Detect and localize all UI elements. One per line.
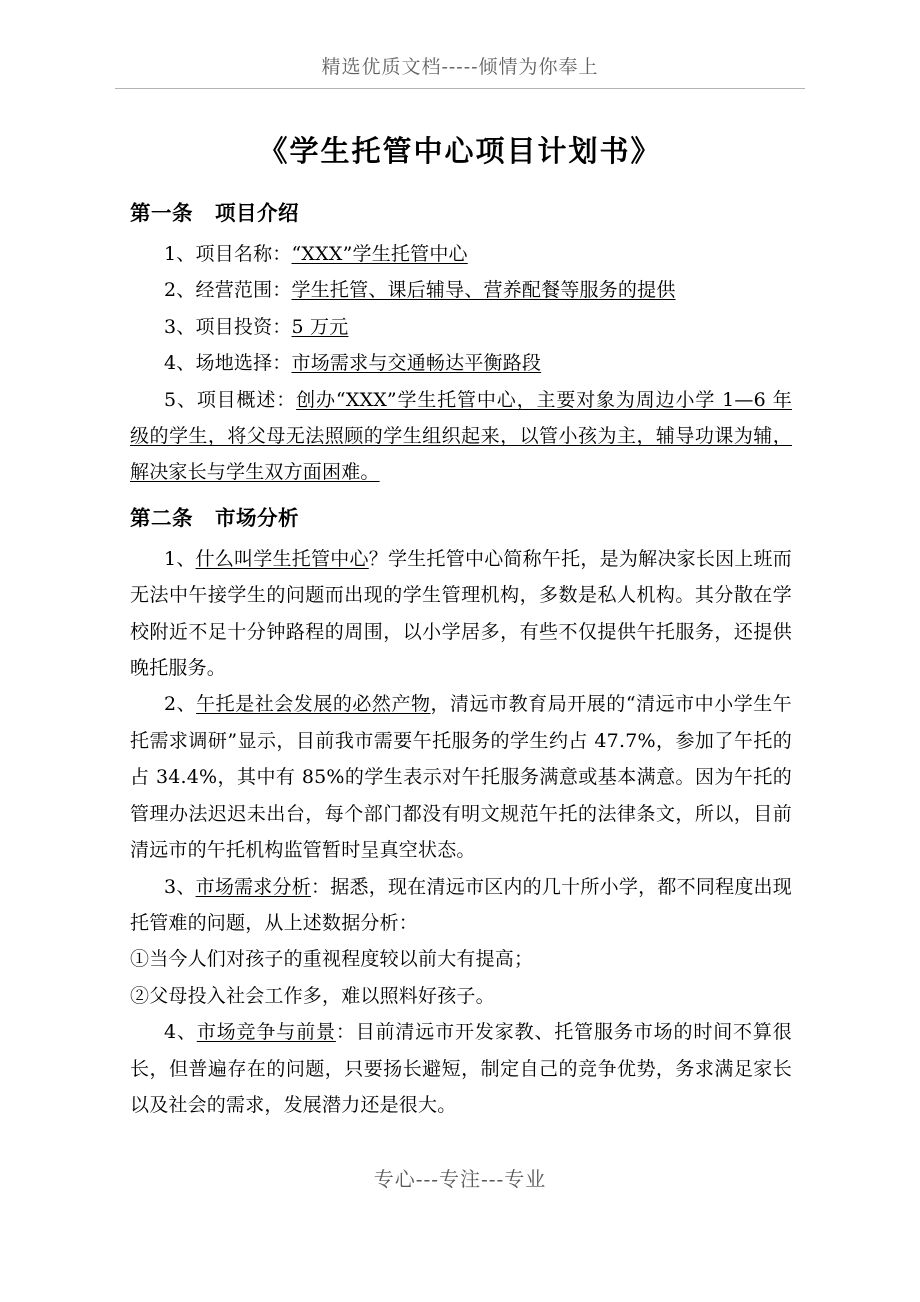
paragraph xyxy=(130,686,792,868)
list-item xyxy=(130,382,792,491)
item-value: 创办“XXX”学生托管中心，主要对象为周边小学 1—6 年级的学生，将父母无法照顾的学生组织起来，以管小孩为主，辅导功课为辅，解决家长与学生双方面困难。 xyxy=(130,388,792,484)
item-value: 5 万元 xyxy=(291,315,349,338)
list-item xyxy=(130,236,792,272)
item-marker: 3、 xyxy=(164,875,196,898)
item-body: ：据悉，现在清远市区内的几十所小学，都不同程度出现托管难的问题，从上述数据分析： xyxy=(130,875,792,934)
page-footer-text: 专心---专注---专业 xyxy=(373,1167,547,1191)
item-marker: 5、 xyxy=(164,388,197,411)
item-lead: 什么叫学生托管中心 xyxy=(195,547,369,570)
item-lead: 午托是社会发展的必然产物 xyxy=(196,693,431,716)
list-item xyxy=(130,345,792,381)
section-heading-2 xyxy=(130,501,792,535)
item-marker: 2、 xyxy=(164,279,196,302)
item-marker: 4、 xyxy=(164,1021,197,1044)
list-item xyxy=(130,272,792,308)
section-number-1: 第一条 xyxy=(130,201,193,225)
document-body xyxy=(130,196,792,1123)
item-lead: 市场竞争与前景 xyxy=(196,1021,336,1044)
item-value: “XXX”学生托管中心 xyxy=(291,243,468,265)
item-label: 项目名称： xyxy=(195,243,292,265)
page-title: 《学生托管中心项目计划书》 xyxy=(258,134,662,169)
section-title-1: 项目介绍 xyxy=(215,201,299,225)
item-lead: 市场需求分析 xyxy=(195,875,312,898)
list-item xyxy=(130,309,792,345)
item-body: ？学生托管中心简称午托，是为解决家长因上班而无法中午接学生的问题而出现的学生管理机构，多数是私人机构。其分散在学校附近不足十分钟路程的周围，以小学居多，有些不仅提供午托服务，还提供晚托服务。 xyxy=(130,547,792,680)
section-heading-1 xyxy=(130,196,792,230)
section-title-2: 市场分析 xyxy=(215,505,299,530)
item-body: ，清远市教育局开展的“清远市中小学生午托需求调研”显示，目前我市需要午托服务的学生约占 47.7%，参加了午托的占 34.4%，其中有 85%的学生表示对午托服务满意或基本满意。因为午托的管理办法迟迟未出台，每个部门都没有明文规范午托的法律条文，所以，目前清远市的午托机构监管暂时呈真空状态。 xyxy=(130,693,792,862)
paragraph xyxy=(130,541,792,687)
item-marker: 1、 xyxy=(164,243,196,265)
item-label: 项目投资： xyxy=(195,315,292,338)
page-header-text: 精选优质文档-----倾情为你奉上 xyxy=(321,56,599,78)
item-label: 场地选择： xyxy=(195,352,292,375)
item-marker: 4、 xyxy=(164,352,196,375)
paragraph xyxy=(130,1014,792,1123)
item-label: 项目概述： xyxy=(196,388,297,411)
section-number-2: 第二条 xyxy=(130,505,193,530)
item-marker: 3、 xyxy=(164,315,196,338)
sub-list-item: ①当今人们对孩子的重视程度较以前大有提高； xyxy=(130,948,534,971)
paragraph xyxy=(130,869,792,942)
header-divider xyxy=(115,88,805,89)
item-marker: 1、 xyxy=(164,547,196,570)
item-marker: 2、 xyxy=(164,693,197,716)
item-body: ：目前清远市开发家教、托管服务市场的时间不算很长，但普遍存在的问题，只要扬长避短，制定自己的竞争优势，务求满足家长以及社会的需求，发展潜力还是很大。 xyxy=(130,1021,792,1116)
item-value: 学生托管、课后辅导、营养配餐等服务的提供 xyxy=(291,279,676,302)
sub-list-item: ②父母投入社会工作多，难以照料好孩子。 xyxy=(130,984,495,1007)
item-label: 经营范围： xyxy=(195,279,292,302)
item-value: 市场需求与交通畅达平衡路段 xyxy=(291,352,542,375)
